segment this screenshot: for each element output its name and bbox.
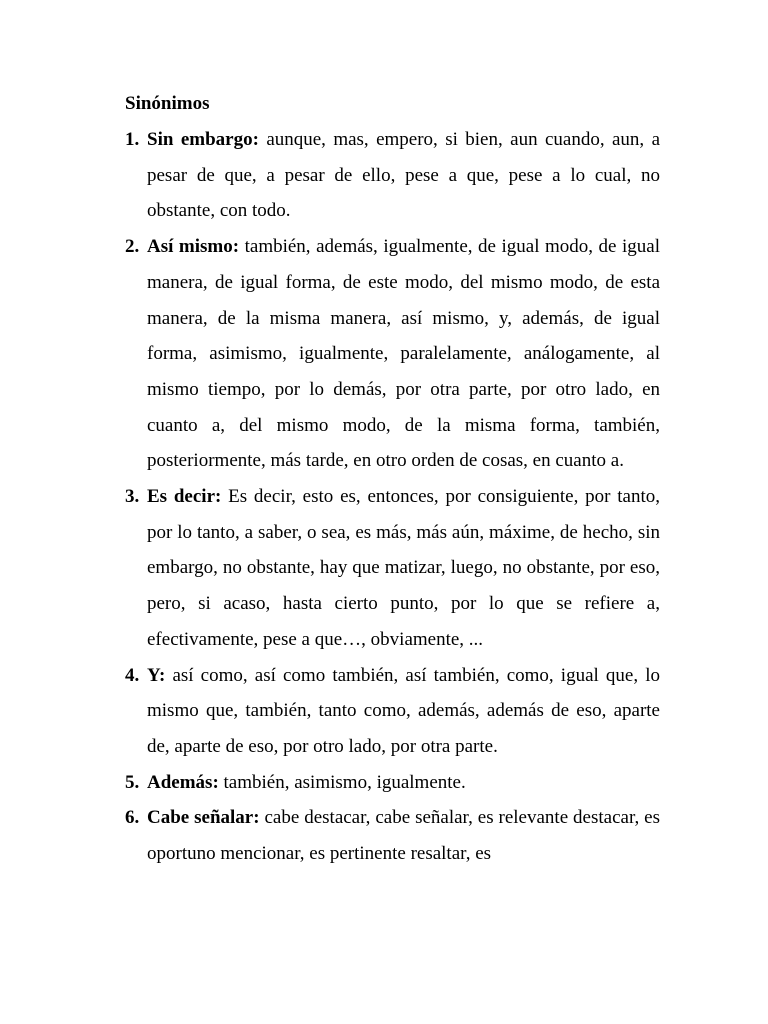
list-item-number: 6. (125, 807, 140, 829)
list-item-es-decir (125, 479, 660, 658)
document-body (125, 86, 660, 872)
list-item-text: cabe destacar, cabe señalar, es relevante destacar, es oportuno mencionar, es pertinente resaltar, es (147, 807, 661, 865)
list-item-ademas (125, 765, 660, 801)
list-item-term: Además: (147, 771, 219, 793)
list-item-number: 2. (125, 236, 140, 258)
list-item-asi-mismo (125, 229, 660, 479)
list-item-text: así como, así como también, así también, como, igual que, lo mismo que, también, tanto como, además, además de eso, aparte de, aparte de eso, por otro lado, por otra parte. (147, 664, 660, 757)
list-item-number: 4. (125, 664, 140, 686)
list-item-number: 5. (125, 771, 140, 793)
list-item-y (125, 658, 660, 765)
list-item-term: Sin embargo: (147, 129, 259, 150)
list-item-term: Y: (147, 664, 166, 686)
list-item-number: 3. (125, 486, 140, 508)
list-item-term: Cabe señalar: (147, 807, 260, 829)
document-title: Sinónimos (125, 93, 210, 114)
list-item-term: Así mismo: (147, 236, 240, 258)
list-item-term: Es decir: (147, 486, 222, 508)
list-item-cabe-senalar (125, 800, 660, 871)
list-item-text: también, además, igualmente, de igual modo, de igual manera, de igual forma, de este modo, del mismo modo, de esta manera, de la misma manera, así mismo, y, además, de igual forma, asimismo, igualmente, paralelamente, análogamente, al mismo tiempo, por lo demás, por otra parte, por otro lado, en cuanto a, del mismo modo, de la misma forma, también, posteriormente, más tarde, en otro orden de cosas, en cuanto a. (147, 236, 660, 472)
list-item-text: también, asimismo, igualmente. (223, 771, 466, 793)
list-item-text: aunque, mas, empero, si bien, aun cuando, aun, a pesar de que, a pesar de ello, pese a que, pese a lo cual, no obstante, con todo. (147, 129, 661, 222)
list-item-number: 1. (125, 129, 140, 150)
synonym-list (125, 122, 660, 872)
list-item-text: Es decir, esto es, entonces, por consiguiente, por tanto, por lo tanto, a saber, o sea, es más, más aún, máxime, de hecho, sin embargo, no obstante, hay que matizar, luego, no obstante, por eso, pero, si acaso, hasta cierto punto, por lo que se refiere a, efectivamente, pese a que…, obviamente, ... (147, 486, 661, 650)
list-item-sin-embargo (125, 122, 660, 229)
